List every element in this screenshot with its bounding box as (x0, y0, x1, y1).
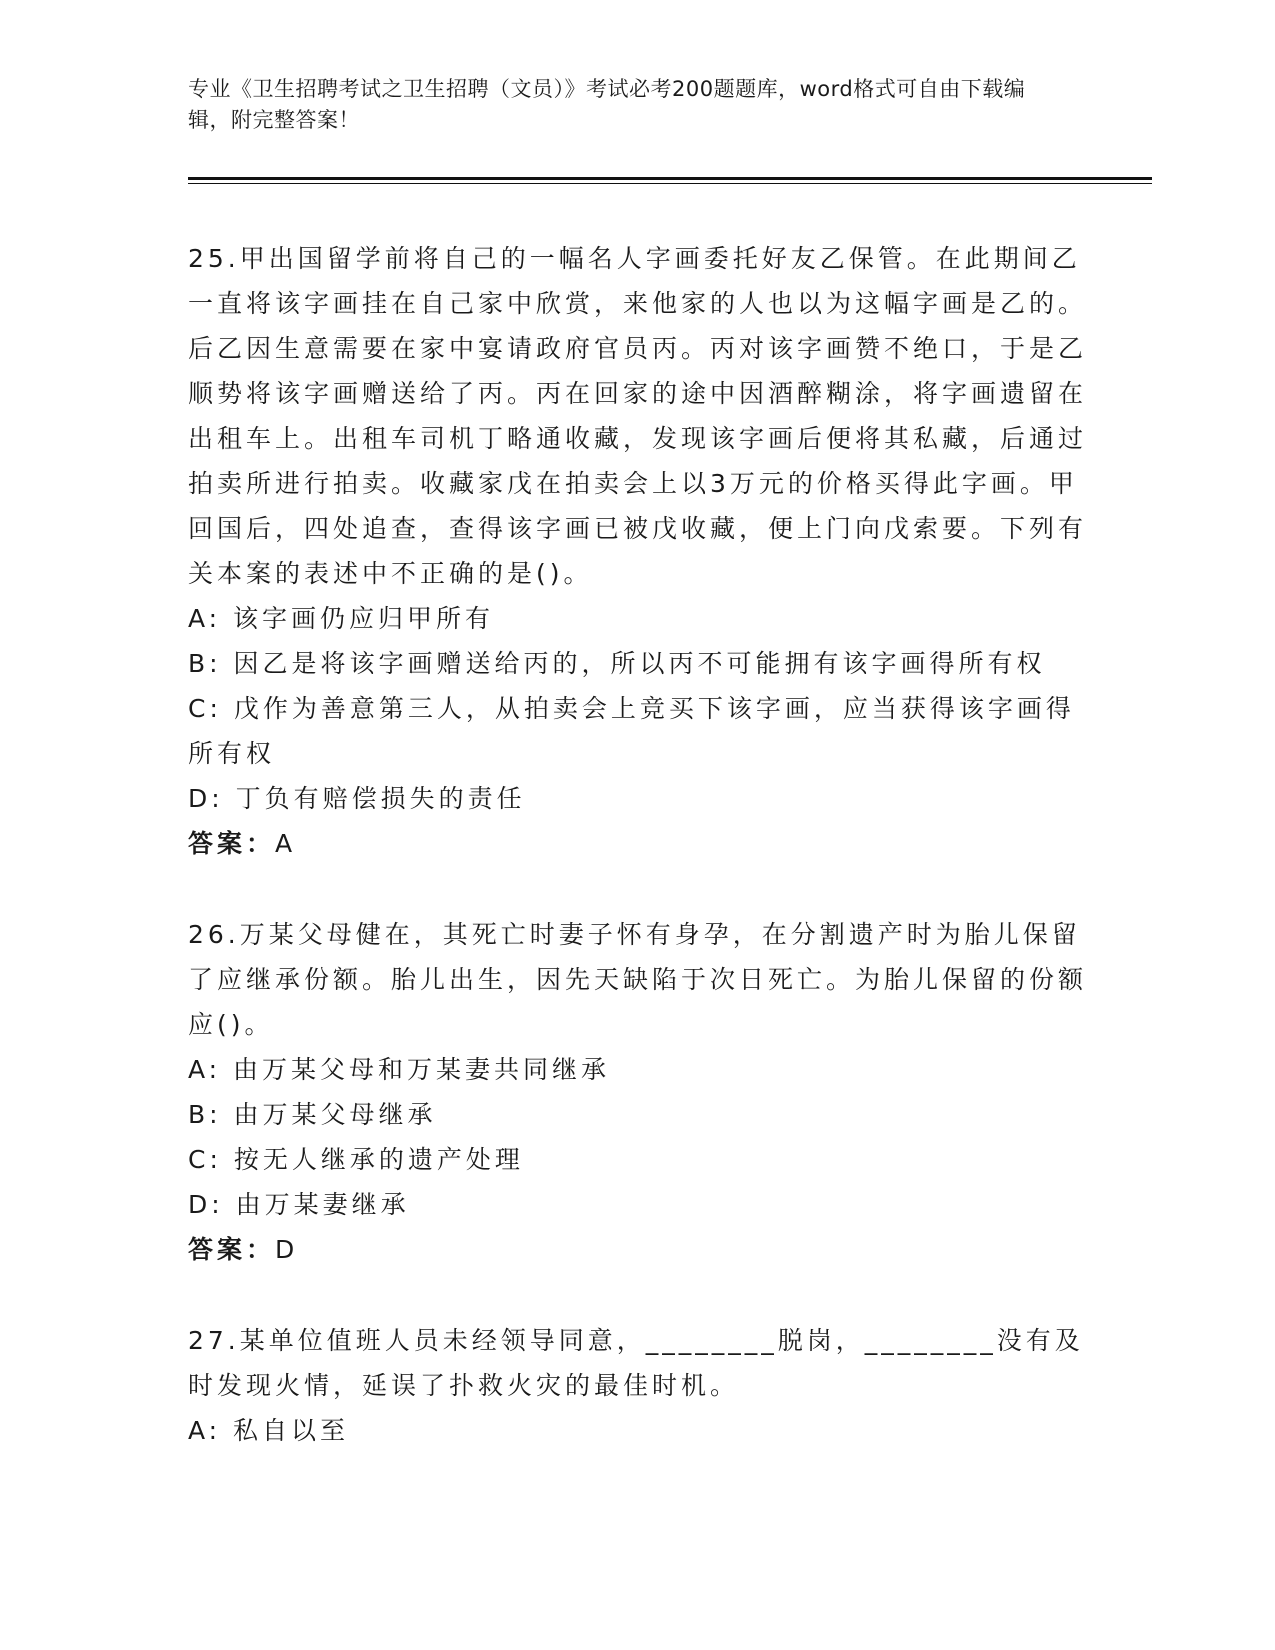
question-27 (188, 1318, 1088, 1453)
question-list (188, 236, 1088, 1499)
header-divider-thick (188, 177, 1152, 180)
option-c: C: 戊作为善意第三人，从拍卖会上竞买下该字画，应当获得该字画得所有权 (188, 694, 1075, 768)
answer-line (188, 821, 1088, 866)
question-stem: 26.万某父母健在，其死亡时妻子怀有身孕，在分割遗产时为胎儿保留了应继承份额。胎儿出生，因先天缺陷于次日死亡。为胎儿保留的份额应()。 (188, 920, 1088, 1039)
option-a: A: 由万某父母和万某妻共同继承 (188, 1055, 611, 1084)
question-stem: 27.某单位值班人员未经领导同意，________脱岗，________没有及时发现火情，延误了扑救火灾的最佳时机。 (188, 1326, 1084, 1400)
answer-label: 答案： (188, 1235, 276, 1264)
option-a: A: 该字画仍应归甲所有 (188, 604, 495, 633)
answer-line (188, 1227, 1088, 1272)
option-d: D: 由万某妻继承 (188, 1190, 410, 1219)
answer-value: D (275, 1235, 299, 1264)
option-b: B: 因乙是将该字画赠送给丙的，所以丙不可能拥有该字画得所有权 (188, 649, 1046, 678)
option-c: C: 按无人继承的遗产处理 (188, 1145, 524, 1174)
document-header: 专业《卫生招聘考试之卫生招聘（文员）》考试必考200题题库，word格式可自由下载编辑，附完整答案！ (188, 77, 1026, 132)
option-b: B: 由万某父母继承 (188, 1100, 437, 1129)
answer-label: 答案： (188, 829, 276, 858)
option-a: A: 私自以至 (188, 1416, 350, 1445)
answer-value: A (275, 829, 297, 858)
question-stem: 25.甲出国留学前将自己的一幅名人字画委托好友乙保管。在此期间乙一直将该字画挂在自己家中欣赏，来他家的人也以为这幅字画是乙的。后乙因生意需要在家中宴请政府官员丙。丙对该字画赞不绝口，于是乙顺势将该字画赠送给了丙。丙在回家的途中因酒醉糊涂，将字画遗留在出租车上。出租车司机丁略通收藏，发现该字画后便将其私藏，后通过拍卖所进行拍卖。收藏家戊在拍卖会上以3万元的价格买得此字画。甲回国后，四处追查，查得该字画已被戊收藏，便上门向戊索要。下列有关本案的表述中不正确的是()。 (188, 244, 1088, 588)
header-divider-thin (188, 183, 1152, 184)
option-d: D: 丁负有赔偿损失的责任 (188, 784, 526, 813)
question-25 (188, 236, 1088, 866)
question-26 (188, 912, 1088, 1272)
